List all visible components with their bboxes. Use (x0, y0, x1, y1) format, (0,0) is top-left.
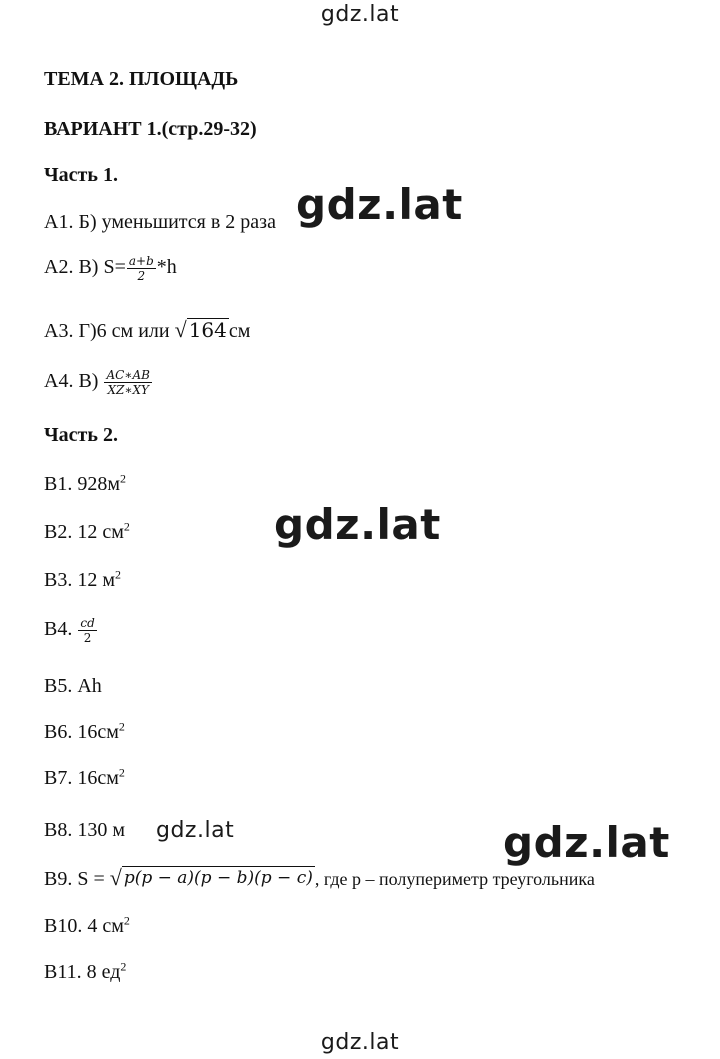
watermark-bottom: gdz.lat (320, 1030, 400, 1055)
answer-b11 (44, 960, 126, 984)
answer-label: В9. (44, 868, 73, 890)
answer-b7 (44, 766, 125, 790)
answer-a2 (44, 254, 177, 283)
answer-value: 4 см (87, 915, 124, 937)
answer-b4 (44, 616, 98, 645)
answer-suffix: см (228, 320, 251, 342)
answer-label: В5. (44, 675, 73, 697)
answer-suffix: , где p – полупериметр треугольника (314, 869, 595, 889)
answer-b5 (44, 674, 102, 698)
answer-label: А1. (44, 211, 74, 233)
answer-value: 16см (77, 721, 119, 743)
answer-label: А3. (44, 320, 74, 342)
answer-value: Ah (77, 675, 102, 697)
fraction-denominator: 2 (137, 269, 146, 283)
radicand: 164 (188, 318, 227, 342)
variant-heading: ВАРИАНТ 1.(стр.29-32) (44, 118, 257, 140)
answer-value: 12 см (77, 521, 124, 543)
answer-label: А4. (44, 370, 74, 393)
answer-label: В6. (44, 721, 73, 743)
answer-a3 (44, 318, 250, 343)
answer-label: В3. (44, 569, 73, 591)
answer-label: В11. (44, 961, 82, 983)
answer-b2 (44, 520, 130, 544)
answer-label: А2. (44, 256, 74, 279)
answer-label: В1. (44, 473, 73, 495)
answer-prefix: В) (78, 370, 104, 393)
answer-label: В8. (44, 819, 73, 841)
answer-a1 (44, 210, 276, 234)
answer-label: В2. (44, 521, 73, 543)
answer-b1 (44, 472, 126, 496)
answer-prefix: S = (77, 868, 110, 890)
answer-prefix: Г)6 см или (78, 320, 175, 342)
answer-value: 8 ед (86, 961, 121, 983)
watermark-large: gdz.lat (296, 180, 463, 229)
answer-value: 928м (77, 473, 120, 495)
answer-label: В4. (44, 618, 73, 641)
answer-value: 12 м (77, 569, 115, 591)
answer-b6 (44, 720, 125, 744)
answer-a4 (44, 368, 153, 397)
answer-label: В10. (44, 915, 83, 937)
superscript: 2 (120, 959, 127, 974)
fraction-denominator: 2 (83, 631, 92, 645)
part2-heading: Часть 2. (44, 424, 118, 446)
radicand: p(p − a)(p − b)(p − c) (123, 868, 313, 888)
fraction (104, 368, 152, 397)
watermark-small: gdz.lat (156, 818, 235, 843)
answer-value: 16см (77, 767, 119, 789)
superscript: 2 (118, 719, 125, 734)
superscript: 2 (120, 471, 126, 486)
part1-heading: Часть 1. (44, 164, 118, 186)
square-root (110, 866, 315, 889)
answer-prefix: В) S= (78, 256, 126, 279)
superscript: 2 (123, 913, 130, 928)
watermark-large: gdz.lat (274, 500, 441, 549)
fraction (78, 616, 96, 645)
answer-b3 (44, 568, 121, 592)
answer-value: 130 м (77, 819, 125, 841)
answer-b9 (44, 866, 595, 891)
radical-sign-icon: √ (109, 865, 122, 890)
page-title: ТЕМА 2. ПЛОЩАДЬ (44, 68, 239, 90)
answer-b10 (44, 914, 130, 938)
square-root (175, 318, 229, 341)
fraction-numerator: a+b (128, 254, 154, 268)
watermark-top: gdz.lat (320, 2, 400, 27)
superscript: 2 (123, 519, 130, 534)
superscript: 2 (115, 567, 121, 582)
fraction-numerator: AC∗AB (106, 368, 150, 382)
watermark-large: gdz.lat (503, 818, 670, 867)
answer-label: В7. (44, 767, 73, 789)
fraction-numerator: cd (80, 616, 95, 630)
answer-text: Б) уменьшится в 2 раза (78, 211, 276, 233)
answer-suffix: *h (156, 256, 177, 279)
fraction-denominator: XZ∗XY (107, 383, 149, 397)
superscript: 2 (118, 765, 125, 780)
radical-sign-icon: √ (174, 317, 187, 342)
fraction (127, 254, 156, 283)
answer-b8 (44, 818, 125, 842)
